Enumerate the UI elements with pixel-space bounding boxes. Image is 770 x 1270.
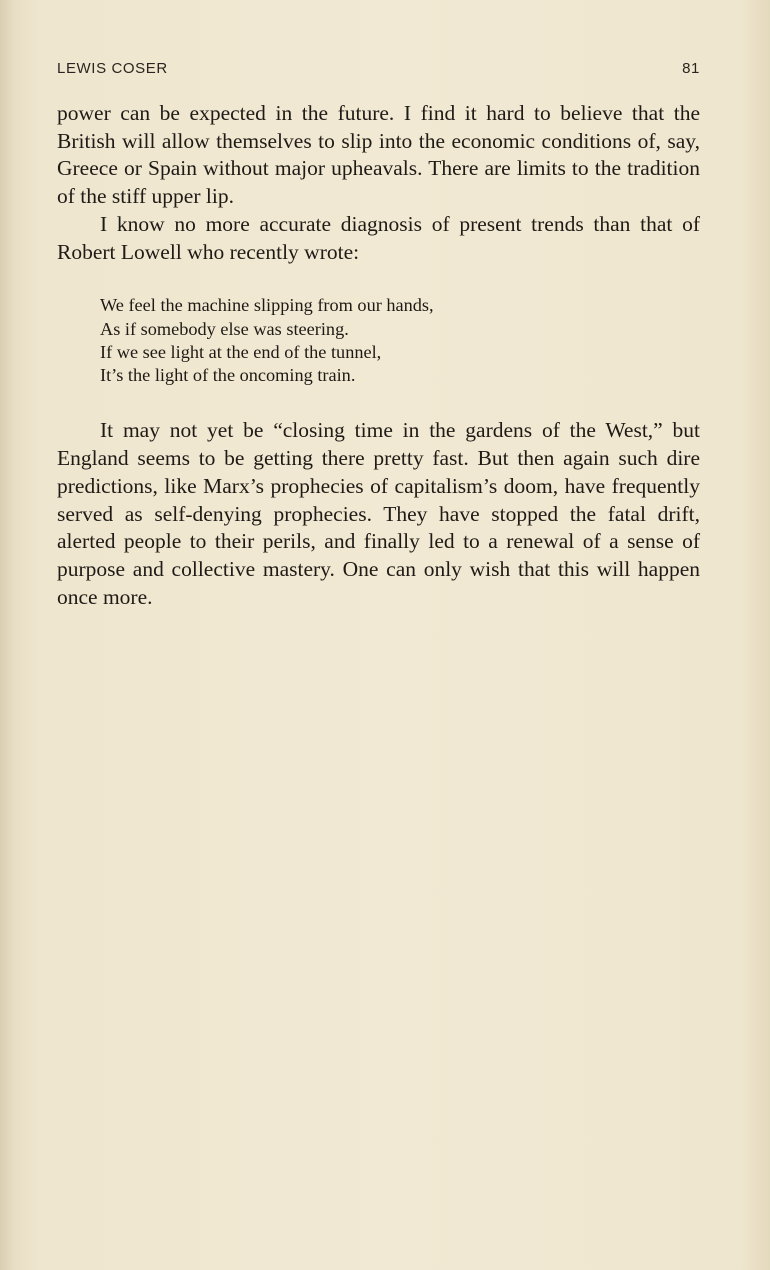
running-head	[57, 60, 700, 82]
verse-quotation	[100, 294, 700, 387]
verse-line: We feel the machine slipping from our hands,	[100, 295, 434, 316]
paragraph-closing: It may not yet be “closing time in the gardens of the West,” but England seems to be getting there pretty fast. But then again such dire predictions, like Marx’s prophecies of capitalism’s doom, have frequently served as self-denying prophecies. They have stopped the fatal drift, alerted people to their perils, and finally led to a renewal of a sense of purpose and collective mastery. One can only wish that this will happen once more.	[57, 418, 700, 609]
paragraph-continued: power can be expected in the future. I find it hard to believe that the British will allow themselves to slip into the economic conditions of, say, Greece or Spain without major upheavals. There are limits to the tradition of the stiff upper lip.	[57, 101, 700, 209]
verse-line: It’s the light of the oncoming train.	[100, 365, 356, 386]
verse-line: If we see light at the end of the tunnel,	[100, 341, 382, 362]
body-text	[57, 100, 700, 611]
verse-line: As if somebody else was steering.	[100, 318, 349, 339]
paragraph-lowell-intro: I know no more accurate diagnosis of present trends than that of Robert Lowell who recently wrote:	[57, 211, 700, 264]
page-number: 81	[682, 60, 700, 77]
running-title: LEWIS COSER	[57, 60, 168, 77]
